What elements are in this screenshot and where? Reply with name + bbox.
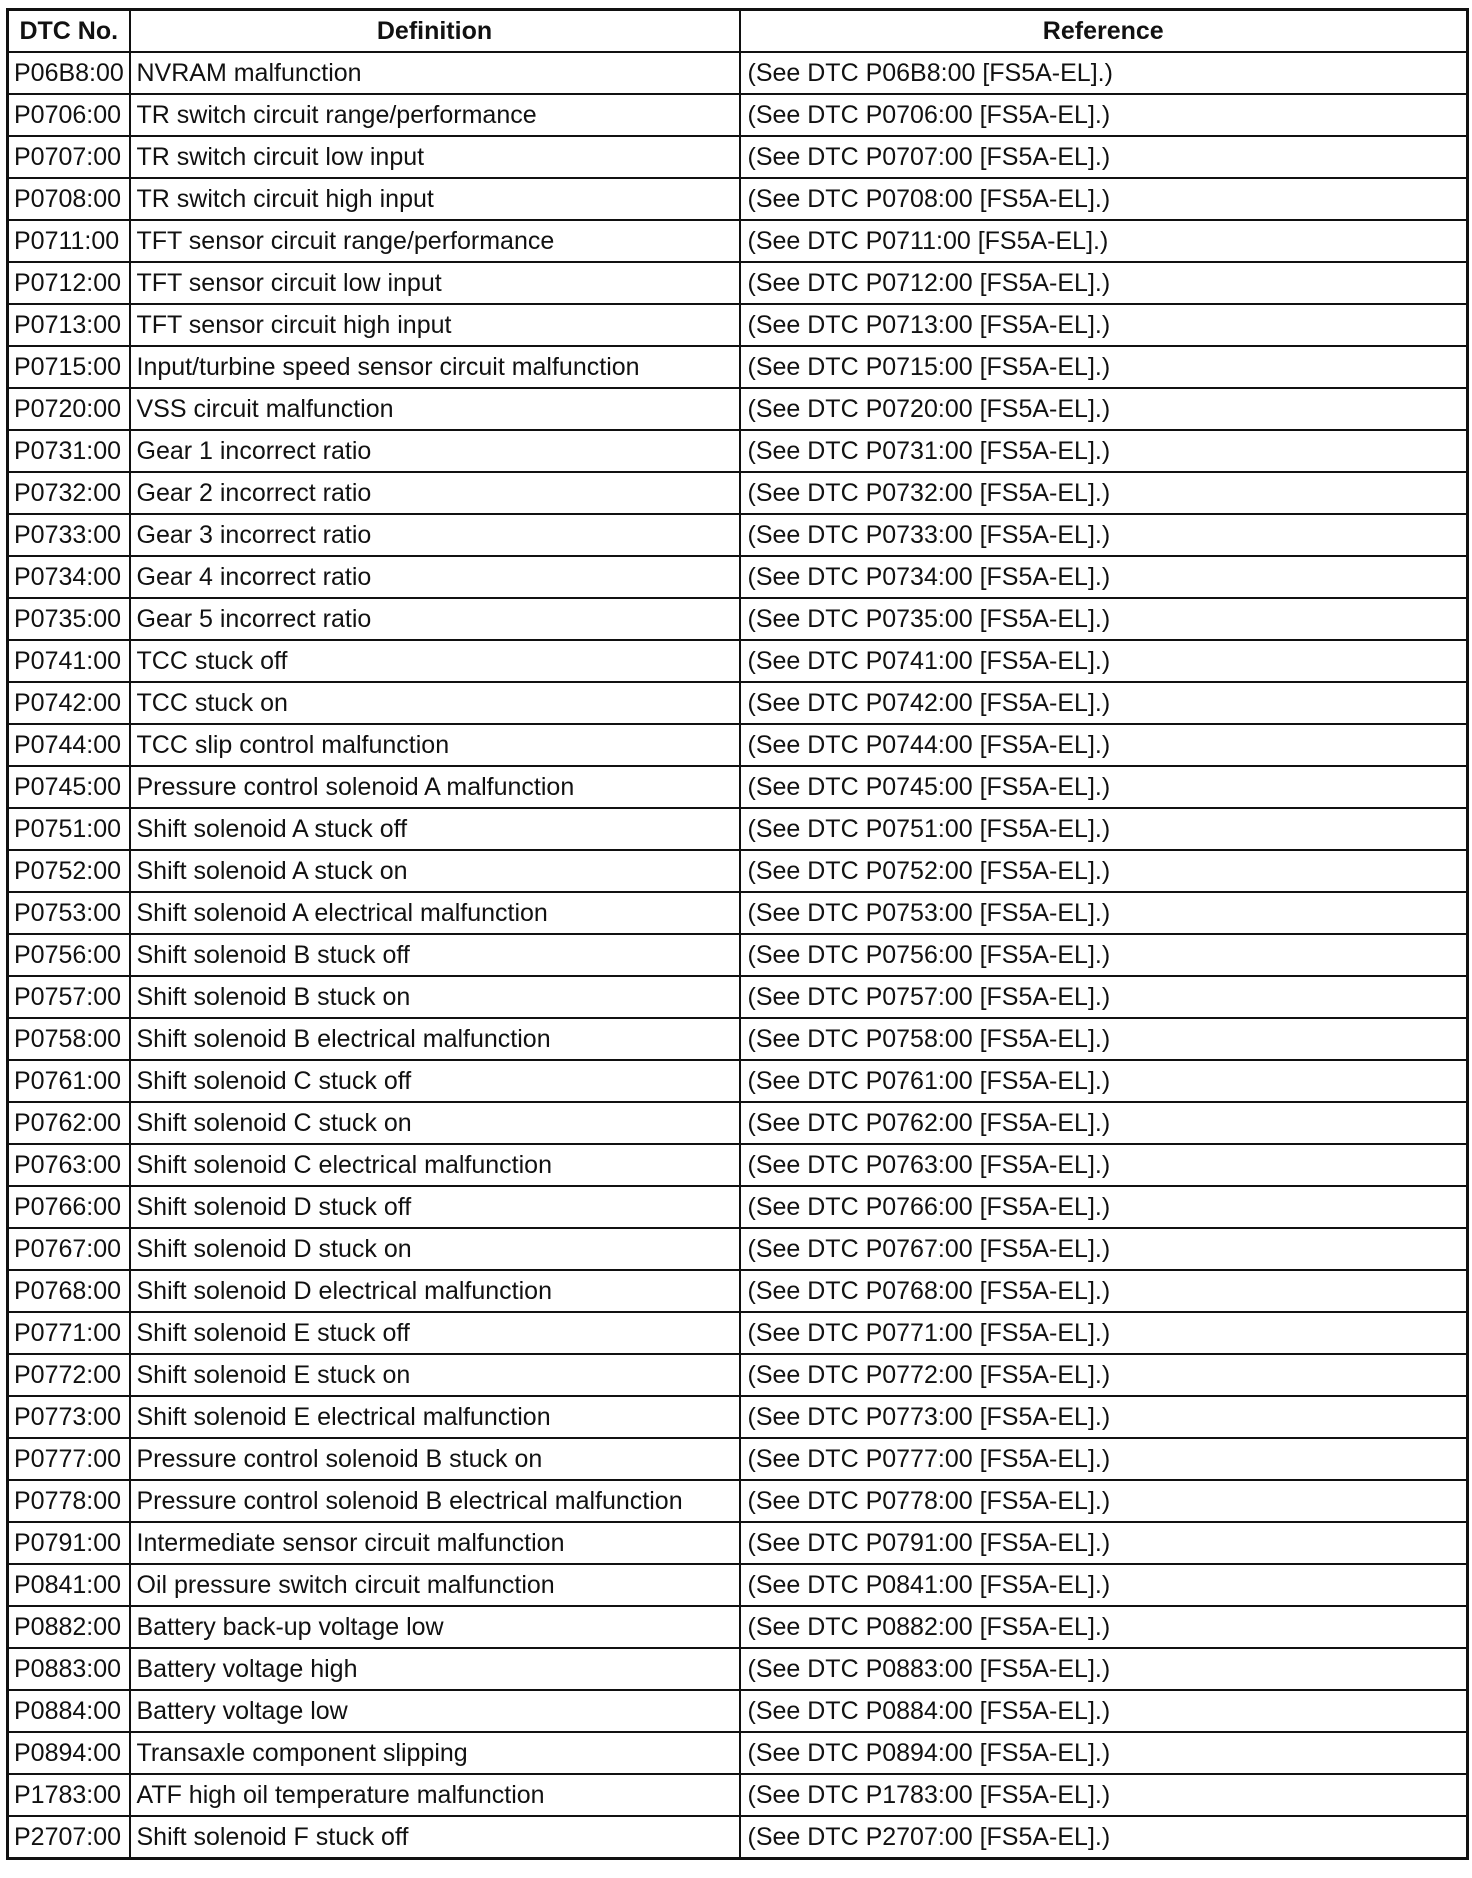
reference-cell: (See DTC P0763:00 [FS5A-EL].) — [740, 1144, 1468, 1186]
definition-cell: Shift solenoid F stuck off — [130, 1816, 740, 1859]
dtc-code-cell: P0791:00 — [8, 1522, 130, 1564]
reference-cell: (See DTC P0791:00 [FS5A-EL].) — [740, 1522, 1468, 1564]
reference-cell: (See DTC P0778:00 [FS5A-EL].) — [740, 1480, 1468, 1522]
definition-cell: Shift solenoid D stuck off — [130, 1186, 740, 1228]
table-row — [8, 808, 1468, 850]
table-row — [8, 1312, 1468, 1354]
definition-cell: Gear 5 incorrect ratio — [130, 598, 740, 640]
table-row — [8, 1522, 1468, 1564]
dtc-code-cell: P0763:00 — [8, 1144, 130, 1186]
dtc-code-cell: P0841:00 — [8, 1564, 130, 1606]
table-row — [8, 640, 1468, 682]
reference-cell: (See DTC P0715:00 [FS5A-EL].) — [740, 346, 1468, 388]
table-row — [8, 1060, 1468, 1102]
definition-cell: Gear 3 incorrect ratio — [130, 514, 740, 556]
table-row — [8, 52, 1468, 94]
reference-cell: (See DTC P0841:00 [FS5A-EL].) — [740, 1564, 1468, 1606]
reference-cell: (See DTC P0762:00 [FS5A-EL].) — [740, 1102, 1468, 1144]
table-row — [8, 1396, 1468, 1438]
reference-cell: (See DTC P0731:00 [FS5A-EL].) — [740, 430, 1468, 472]
dtc-code-cell: P0735:00 — [8, 598, 130, 640]
dtc-code-cell: P0762:00 — [8, 1102, 130, 1144]
table-body — [8, 52, 1468, 1859]
table-row — [8, 136, 1468, 178]
reference-cell: (See DTC P0756:00 [FS5A-EL].) — [740, 934, 1468, 976]
table-row — [8, 1144, 1468, 1186]
reference-cell: (See DTC P0766:00 [FS5A-EL].) — [740, 1186, 1468, 1228]
dtc-code-cell: P06B8:00 — [8, 52, 130, 94]
definition-cell: Shift solenoid E electrical malfunction — [130, 1396, 740, 1438]
reference-cell: (See DTC P0773:00 [FS5A-EL].) — [740, 1396, 1468, 1438]
definition-cell: Pressure control solenoid B stuck on — [130, 1438, 740, 1480]
reference-cell: (See DTC P0706:00 [FS5A-EL].) — [740, 94, 1468, 136]
dtc-code-cell: P0771:00 — [8, 1312, 130, 1354]
dtc-code-cell: P0707:00 — [8, 136, 130, 178]
reference-cell: (See DTC P06B8:00 [FS5A-EL].) — [740, 52, 1468, 94]
definition-cell: Intermediate sensor circuit malfunction — [130, 1522, 740, 1564]
definition-cell: Gear 2 incorrect ratio — [130, 472, 740, 514]
dtc-code-cell: P0768:00 — [8, 1270, 130, 1312]
table-row — [8, 1606, 1468, 1648]
table-row — [8, 1018, 1468, 1060]
reference-cell: (See DTC P0735:00 [FS5A-EL].) — [740, 598, 1468, 640]
definition-cell: Shift solenoid C electrical malfunction — [130, 1144, 740, 1186]
dtc-code-cell: P0751:00 — [8, 808, 130, 850]
dtc-code-cell: P0731:00 — [8, 430, 130, 472]
table-row — [8, 766, 1468, 808]
header-dtc-no: DTC No. — [8, 10, 130, 53]
table-row — [8, 1354, 1468, 1396]
definition-cell: TR switch circuit high input — [130, 178, 740, 220]
table-row — [8, 934, 1468, 976]
definition-cell: Battery voltage low — [130, 1690, 740, 1732]
table-row — [8, 1186, 1468, 1228]
definition-cell: Shift solenoid A stuck on — [130, 850, 740, 892]
dtc-code-cell: P0766:00 — [8, 1186, 130, 1228]
reference-cell: (See DTC P0761:00 [FS5A-EL].) — [740, 1060, 1468, 1102]
reference-cell: (See DTC P0767:00 [FS5A-EL].) — [740, 1228, 1468, 1270]
reference-cell: (See DTC P0757:00 [FS5A-EL].) — [740, 976, 1468, 1018]
table-row — [8, 976, 1468, 1018]
reference-cell: (See DTC P0882:00 [FS5A-EL].) — [740, 1606, 1468, 1648]
dtc-code-cell: P0767:00 — [8, 1228, 130, 1270]
definition-cell: TCC stuck on — [130, 682, 740, 724]
definition-cell: TCC stuck off — [130, 640, 740, 682]
dtc-code-cell: P0745:00 — [8, 766, 130, 808]
header-reference: Reference — [740, 10, 1468, 53]
table-row — [8, 1648, 1468, 1690]
table-row — [8, 388, 1468, 430]
table-row — [8, 1774, 1468, 1816]
reference-cell: (See DTC P0752:00 [FS5A-EL].) — [740, 850, 1468, 892]
dtc-code-cell: P0778:00 — [8, 1480, 130, 1522]
dtc-code-cell: P0732:00 — [8, 472, 130, 514]
definition-cell: Transaxle component slipping — [130, 1732, 740, 1774]
dtc-code-cell: P1783:00 — [8, 1774, 130, 1816]
definition-cell: TCC slip control malfunction — [130, 724, 740, 766]
definition-cell: TFT sensor circuit low input — [130, 262, 740, 304]
reference-cell: (See DTC P0720:00 [FS5A-EL].) — [740, 388, 1468, 430]
definition-cell: VSS circuit malfunction — [130, 388, 740, 430]
dtc-code-cell: P0734:00 — [8, 556, 130, 598]
definition-cell: Shift solenoid B stuck on — [130, 976, 740, 1018]
definition-cell: Shift solenoid A stuck off — [130, 808, 740, 850]
table-row — [8, 1732, 1468, 1774]
table-row — [8, 1438, 1468, 1480]
dtc-code-cell: P0708:00 — [8, 178, 130, 220]
reference-cell: (See DTC P0758:00 [FS5A-EL].) — [740, 1018, 1468, 1060]
reference-cell: (See DTC P0884:00 [FS5A-EL].) — [740, 1690, 1468, 1732]
table-row — [8, 1102, 1468, 1144]
reference-cell: (See DTC P0707:00 [FS5A-EL].) — [740, 136, 1468, 178]
table-row — [8, 430, 1468, 472]
dtc-table — [6, 8, 1469, 1860]
table-row — [8, 892, 1468, 934]
table-row — [8, 178, 1468, 220]
reference-cell: (See DTC P0883:00 [FS5A-EL].) — [740, 1648, 1468, 1690]
reference-cell: (See DTC P0741:00 [FS5A-EL].) — [740, 640, 1468, 682]
dtc-code-cell: P0712:00 — [8, 262, 130, 304]
table-row — [8, 1690, 1468, 1732]
definition-cell: Shift solenoid A electrical malfunction — [130, 892, 740, 934]
dtc-code-cell: P0884:00 — [8, 1690, 130, 1732]
definition-cell: Shift solenoid B electrical malfunction — [130, 1018, 740, 1060]
dtc-code-cell: P0883:00 — [8, 1648, 130, 1690]
dtc-code-cell: P0742:00 — [8, 682, 130, 724]
definition-cell: Pressure control solenoid A malfunction — [130, 766, 740, 808]
dtc-code-cell: P0894:00 — [8, 1732, 130, 1774]
definition-cell: Battery back-up voltage low — [130, 1606, 740, 1648]
dtc-code-cell: P0753:00 — [8, 892, 130, 934]
table-row — [8, 94, 1468, 136]
table-row — [8, 682, 1468, 724]
table-row — [8, 1564, 1468, 1606]
reference-cell: (See DTC P0894:00 [FS5A-EL].) — [740, 1732, 1468, 1774]
definition-cell: Shift solenoid C stuck off — [130, 1060, 740, 1102]
definition-cell: Oil pressure switch circuit malfunction — [130, 1564, 740, 1606]
dtc-code-cell: P0741:00 — [8, 640, 130, 682]
definition-cell: Shift solenoid E stuck off — [130, 1312, 740, 1354]
reference-cell: (See DTC P0768:00 [FS5A-EL].) — [740, 1270, 1468, 1312]
header-definition: Definition — [130, 10, 740, 53]
reference-cell: (See DTC P2707:00 [FS5A-EL].) — [740, 1816, 1468, 1859]
reference-cell: (See DTC P0734:00 [FS5A-EL].) — [740, 556, 1468, 598]
dtc-code-cell: P0777:00 — [8, 1438, 130, 1480]
reference-cell: (See DTC P0713:00 [FS5A-EL].) — [740, 304, 1468, 346]
table-row — [8, 1270, 1468, 1312]
reference-cell: (See DTC P0777:00 [FS5A-EL].) — [740, 1438, 1468, 1480]
reference-cell: (See DTC P0712:00 [FS5A-EL].) — [740, 262, 1468, 304]
definition-cell: NVRAM malfunction — [130, 52, 740, 94]
dtc-code-cell: P0882:00 — [8, 1606, 130, 1648]
dtc-code-cell: P0756:00 — [8, 934, 130, 976]
reference-cell: (See DTC P0708:00 [FS5A-EL].) — [740, 178, 1468, 220]
reference-cell: (See DTC P0771:00 [FS5A-EL].) — [740, 1312, 1468, 1354]
definition-cell: Battery voltage high — [130, 1648, 740, 1690]
table-row — [8, 472, 1468, 514]
dtc-code-cell: P0706:00 — [8, 94, 130, 136]
dtc-code-cell: P0752:00 — [8, 850, 130, 892]
table-row — [8, 556, 1468, 598]
dtc-code-cell: P0720:00 — [8, 388, 130, 430]
reference-cell: (See DTC P0742:00 [FS5A-EL].) — [740, 682, 1468, 724]
dtc-code-cell: P0772:00 — [8, 1354, 130, 1396]
reference-cell: (See DTC P0711:00 [FS5A-EL].) — [740, 220, 1468, 262]
reference-cell: (See DTC P0745:00 [FS5A-EL].) — [740, 766, 1468, 808]
definition-cell: ATF high oil temperature malfunction — [130, 1774, 740, 1816]
reference-cell: (See DTC P0733:00 [FS5A-EL].) — [740, 514, 1468, 556]
definition-cell: Shift solenoid E stuck on — [130, 1354, 740, 1396]
dtc-code-cell: P0757:00 — [8, 976, 130, 1018]
reference-cell: (See DTC P0732:00 [FS5A-EL].) — [740, 472, 1468, 514]
dtc-code-cell: P0733:00 — [8, 514, 130, 556]
definition-cell: TR switch circuit low input — [130, 136, 740, 178]
table-row — [8, 514, 1468, 556]
table-row — [8, 220, 1468, 262]
table-row — [8, 346, 1468, 388]
table-header — [8, 10, 1468, 53]
reference-cell: (See DTC P0744:00 [FS5A-EL].) — [740, 724, 1468, 766]
definition-cell: TR switch circuit range/performance — [130, 94, 740, 136]
table-row — [8, 724, 1468, 766]
definition-cell: Shift solenoid D stuck on — [130, 1228, 740, 1270]
dtc-code-cell: P0715:00 — [8, 346, 130, 388]
definition-cell: Shift solenoid B stuck off — [130, 934, 740, 976]
table-row — [8, 262, 1468, 304]
table-row — [8, 1480, 1468, 1522]
reference-cell: (See DTC P1783:00 [FS5A-EL].) — [740, 1774, 1468, 1816]
definition-cell: Pressure control solenoid B electrical malfunction — [130, 1480, 740, 1522]
definition-cell: TFT sensor circuit high input — [130, 304, 740, 346]
dtc-code-cell: P0758:00 — [8, 1018, 130, 1060]
table-row — [8, 850, 1468, 892]
dtc-code-cell: P0761:00 — [8, 1060, 130, 1102]
reference-cell: (See DTC P0772:00 [FS5A-EL].) — [740, 1354, 1468, 1396]
table-row — [8, 304, 1468, 346]
reference-cell: (See DTC P0751:00 [FS5A-EL].) — [740, 808, 1468, 850]
dtc-code-cell: P0773:00 — [8, 1396, 130, 1438]
definition-cell: TFT sensor circuit range/performance — [130, 220, 740, 262]
reference-cell: (See DTC P0753:00 [FS5A-EL].) — [740, 892, 1468, 934]
definition-cell: Shift solenoid D electrical malfunction — [130, 1270, 740, 1312]
dtc-code-cell: P0713:00 — [8, 304, 130, 346]
table-row — [8, 598, 1468, 640]
dtc-code-cell: P2707:00 — [8, 1816, 130, 1859]
definition-cell: Input/turbine speed sensor circuit malfunction — [130, 346, 740, 388]
definition-cell: Gear 4 incorrect ratio — [130, 556, 740, 598]
definition-cell: Gear 1 incorrect ratio — [130, 430, 740, 472]
dtc-code-cell: P0744:00 — [8, 724, 130, 766]
header-row — [8, 10, 1468, 53]
dtc-code-cell: P0711:00 — [8, 220, 130, 262]
table-row — [8, 1816, 1468, 1859]
table-row — [8, 1228, 1468, 1270]
definition-cell: Shift solenoid C stuck on — [130, 1102, 740, 1144]
